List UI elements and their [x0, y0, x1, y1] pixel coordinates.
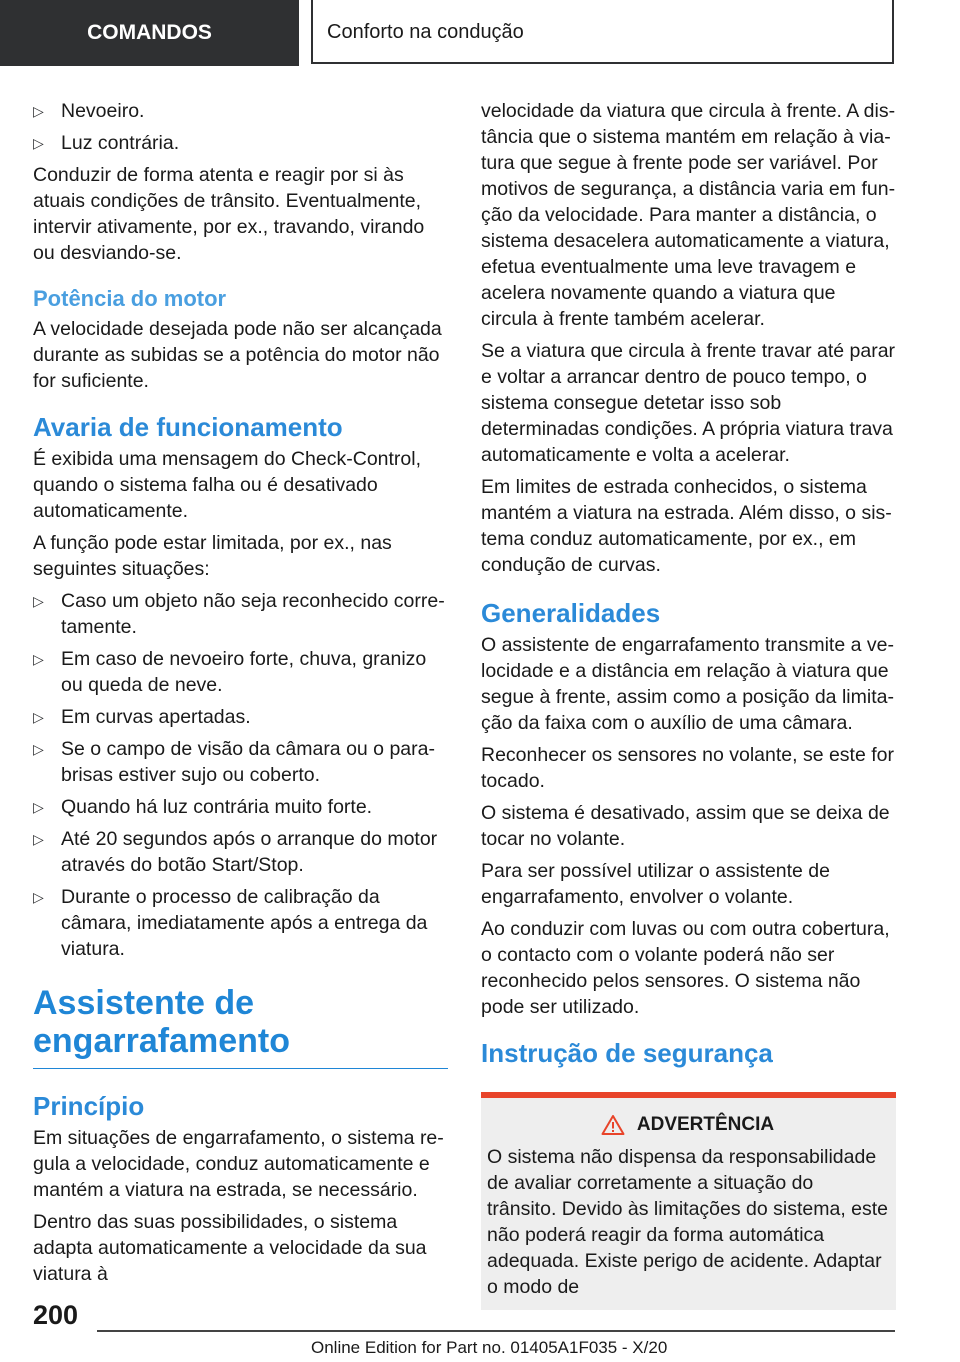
heading-assistente-line-1: Assistente de — [33, 984, 255, 1022]
warning-box — [481, 1098, 896, 1310]
list-item: ▷ Até 20 segundos após o arranque do motor através do botão Start/Stop. — [33, 828, 438, 876]
list-item: ▷ Se o campo de visão da câmara ou o para-brisas estiver sujo ou coberto. — [33, 738, 435, 786]
heading-generalidades: Generalidades — [481, 598, 661, 628]
chapter-title: Conforto na condução — [311, 0, 894, 64]
triangle-right-icon: ▷ — [33, 799, 44, 815]
triangle-right-icon: ▷ — [33, 741, 44, 757]
bullet-list-top — [33, 98, 448, 156]
heading-assistente — [33, 984, 448, 1069]
paragraph: O sistema é desativado, assim que se deixa de tocar no volante. — [481, 802, 890, 850]
page-number: 200 — [33, 1300, 79, 1330]
footer-divider — [97, 1330, 895, 1332]
heading-instrucao: Instrução de segurança — [481, 1038, 773, 1068]
paragraph: Dentro das suas possibilidades, o sistema adapta automaticamente a velocidade da sua viatura à — [33, 1211, 427, 1285]
list-item: ▷ Luz contrária. — [33, 132, 180, 154]
warning-triangle-icon — [601, 1114, 625, 1136]
paragraph: Se a viatura que circula à frente travar até parar e voltar a arrancar dentro de pouco tempo, o sistema consegue detetar isso sob determinadas condições. A própria viatura trava automaticamente e volta a acelerar. — [481, 340, 896, 466]
paragraph: A função pode estar limitada, por ex., nas seguintes situações: — [33, 532, 392, 580]
list-item: ▷ Caso um objeto não seja reconhecido corretamente. — [33, 590, 445, 638]
triangle-right-icon: ▷ — [33, 831, 44, 847]
list-item: ▷ Em caso de nevoeiro forte, chuva, granizo ou queda de neve. — [33, 648, 427, 696]
list-item: ▷ Durante o processo de calibração da câmara, imediatamente após a entrega da viatura. — [33, 886, 428, 960]
paragraph: Conduzir de forma atenta e reagir por si às atuais condições de trânsito. Eventualmente, intervir ativamente, por ex., travando, virando ou desviando-se. — [33, 164, 425, 264]
heading-assistente-line-2: engarrafamento — [33, 1022, 290, 1060]
list-item: ▷ Em curvas apertadas. — [33, 706, 251, 728]
heading-principio: Princípio — [33, 1091, 145, 1121]
paragraph: Para ser possível utilizar o assistente de engarrafamento, envolver o volante. — [481, 860, 831, 908]
list-item: ▷ Quando há luz contrária muito forte. — [33, 796, 373, 818]
heading-avaria: Avaria de funcionamento — [33, 412, 343, 442]
triangle-right-icon: ▷ — [33, 709, 44, 725]
triangle-right-icon: ▷ — [33, 593, 44, 609]
warning-header — [487, 1112, 888, 1138]
paragraph: A velocidade desejada pode não ser alcançada durante as subidas se a potência do motor não for suficiente. — [33, 318, 442, 392]
triangle-right-icon: ▷ — [33, 651, 44, 667]
page-header — [0, 0, 960, 66]
paragraph: Ao conduzir com luvas ou com outra cobertura, o contacto com o volante poderá não ser reconhecido pelos sensores. O sistema não pode ser utilizado. — [481, 918, 890, 1018]
edition-text: Online Edition for Part no. 01405A1F035 - X/20 — [311, 1338, 668, 1357]
list-item: ▷ Nevoeiro. — [33, 100, 145, 122]
warning-title: ADVERTÊNCIA — [636, 1114, 775, 1135]
bullet-list-avaria — [33, 588, 448, 962]
paragraph: Reconhecer os sensores no volante, se este for tocado. — [481, 744, 894, 792]
paragraph: Em situações de engarrafamento, o sistema regula a velocidade, conduz automaticamente e mantém a viatura na estrada, se necessário. — [33, 1127, 444, 1201]
triangle-right-icon: ▷ — [33, 103, 44, 119]
triangle-right-icon: ▷ — [33, 135, 44, 151]
paragraph: Em limites de estrada conhecidos, o sistema mantém a viatura na estrada. Além disso, o sistema conduz automaticamente, por ex., em condução de curvas. — [481, 476, 892, 576]
warning-text: O sistema não dispensa da responsabilidade de avaliar corretamente a situação do trânsito. Devido às limitações do sistema, este não poderá reagir da forma automática adequada. Existe perigo de acidente. Adaptar o modo de — [487, 1146, 889, 1298]
paragraph: O assistente de engarrafamento transmite a velocidade e a distância em relação à viatura que segue à frente, assim como a posição da limitação da faixa com o auxílio de uma câmara. — [481, 634, 894, 734]
section-tab: COMANDOS — [0, 0, 299, 66]
paragraph: velocidade da viatura que circula à frente. A distância que o sistema mantém em relação à viatura que segue à frente pode ser variável. Por motivos de segurança, a distância varia em função da velocidade. Para manter a distância, o sistema desacelera automaticamente a viatura, efetua eventualmente uma leve travagem e acelera novamente quando a viatura que circula à frente também acelerar. — [481, 100, 896, 330]
paragraph: É exibida uma mensagem do Check-Control, quando o sistema falha ou é desativado automaticamente. — [33, 448, 422, 522]
heading-potencia: Potência do motor — [33, 286, 227, 311]
triangle-right-icon: ▷ — [33, 889, 44, 905]
left-column — [33, 98, 448, 1293]
right-column — [481, 98, 896, 1310]
